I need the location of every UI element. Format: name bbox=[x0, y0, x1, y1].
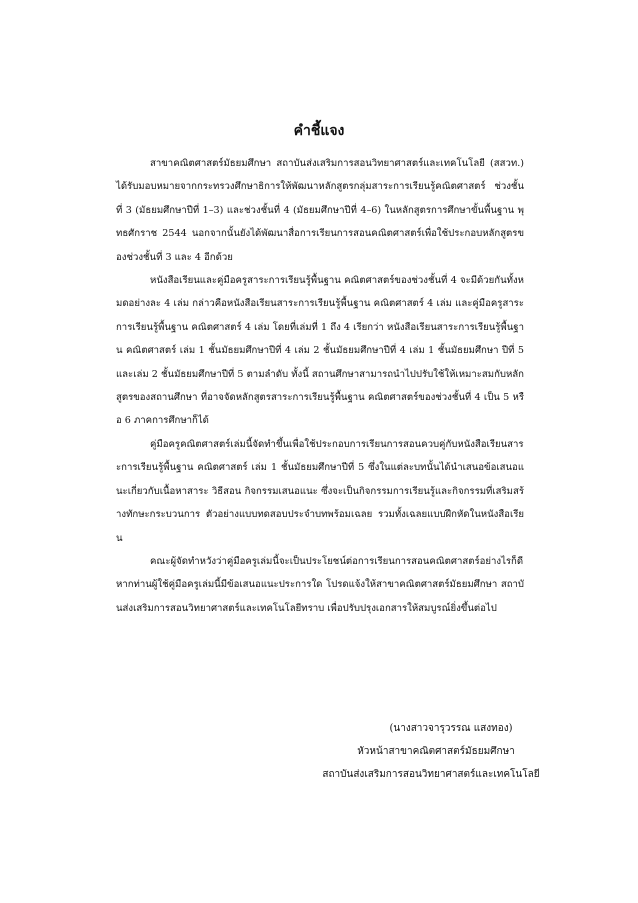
paragraph-1: สาขาคณิตศาสตร์มัธยมศึกษา สถาบันส่งเสริมการสอนวิทยาศาสตร์และเทคโนโลยี (สสวท.) ได้รับมอบหมายจากกระทรวงศึกษาธิการให้พัฒนาหลักสูตรกลุ่มสาระการเรียนรู้คณิตศาสตร์ ช่วงชั้นที่ 3 (มัธยมศึกษาปีที่ 1–3) และช่วงชั้นที่ 4 (มัธยมศึกษาปีที่ 4–6) ในหลักสูตรการศึกษาขั้นพื้นฐาน พุทธศักราช 2544 นอกจากนั้นยังได้พัฒนาสื่อการเรียนการสอนคณิตศาสตร์เพื่อใช้ประกอบหลักสูตรของช่วงชั้นที่ 3 และ 4 อีกด้วย bbox=[116, 158, 524, 263]
signer-organization: สถาบันส่งเสริมการสอนวิทยาศาสตร์และเทคโนโลยี bbox=[322, 769, 540, 780]
signer-position: หัวหน้าสาขาคณิตศาสตร์มัธยมศึกษา bbox=[357, 746, 515, 757]
signer-name: (นางสาวจารุวรรณ แสงทอง) bbox=[389, 723, 513, 734]
paragraph-2: หนังสือเรียนและคู่มือครูสาระการเรียนรู้พื้นฐาน คณิตศาสตร์ของช่วงชั้นที่ 4 จะมีด้วยกันทั้งหมดอย่างละ 4 เล่ม กล่าวคือหนังสือเรียนสาระการเรียนรู้พื้นฐาน คณิตศาสตร์ 4 เล่ม และคู่มือครูสาระการเรียนรู้พื้นฐาน คณิตศาสตร์ 4 เล่ม โดยที่เล่มที่ 1 ถึง 4 เรียกว่า หนังสือเรียนสาระการเรียนรู้พื้นฐาน คณิตศาสตร์ เล่ม 1 ชั้นมัธยมศึกษาปีที่ 4 เล่ม 2 ชั้นมัธยมศึกษาปีที่ 4 เล่ม 1 ชั้นมัธยมศึกษา ปีที่ 5 และเล่ม 2 ชั้นมัธยมศึกษาปีที่ 5 ตามลำดับ ทั้งนี้ สถานศึกษาสามารถนำไปปรับใช้ให้เหมาะสมกับหลักสูตรของสถานศึกษา ที่อาจจัดหลักสูตรสาระการเรียนรู้พื้นฐาน คณิตศาสตร์ของช่วงชั้นที่ 4 เป็น 5 หรือ 6 ภาคการศึกษาก็ได้ bbox=[116, 275, 524, 427]
signature-block bbox=[300, 717, 562, 786]
body-text bbox=[116, 152, 524, 620]
page-title: คำชี้แจง bbox=[293, 123, 345, 139]
paragraph-4: คณะผู้จัดทำหวังว่าคู่มือครูเล่มนี้จะเป็นประโยชน์ต่อการเรียนการสอนคณิตศาสตร์อย่างไรก็ดีหากท่านผู้ใช้คู่มือครูเล่มนี้มีข้อเสนอแนะประการใด โปรดแจ้งให้สาขาคณิตศาสตร์มัธยมศึกษา สถาบันส่งเสริมการสอนวิทยาศาสตร์และเทคโนโลยีทราบ เพื่อปรับปรุงเอกสารให้สมบูรณ์ยิ่งขึ้นต่อไป bbox=[116, 555, 524, 614]
paragraph-3: คู่มือครูคณิตศาสตร์เล่มนี้จัดทำขึ้นเพื่อใช้ประกอบการเรียนการสอนควบคู่กับหนังสือเรียนสาระการเรียนรู้พื้นฐาน คณิตศาสตร์ เล่ม 1 ชั้นมัธยมศึกษาปีที่ 5 ซึ่งในแต่ละบทนั้นได้นำเสนอข้อเสนอแนะเกี่ยวกับเนื้อหาสาระ วิธีสอน กิจกรรมเสนอแนะ ซึ่งจะเป็นกิจกรรมการเรียนรู้และกิจกรรมที่เสริมสร้างทักษะกระบวนการ ตัวอย่างแบบทดสอบประจำบทพร้อมเฉลย รวมทั้งเฉลยแบบฝึกหัดในหนังสือเรียน bbox=[116, 438, 524, 544]
